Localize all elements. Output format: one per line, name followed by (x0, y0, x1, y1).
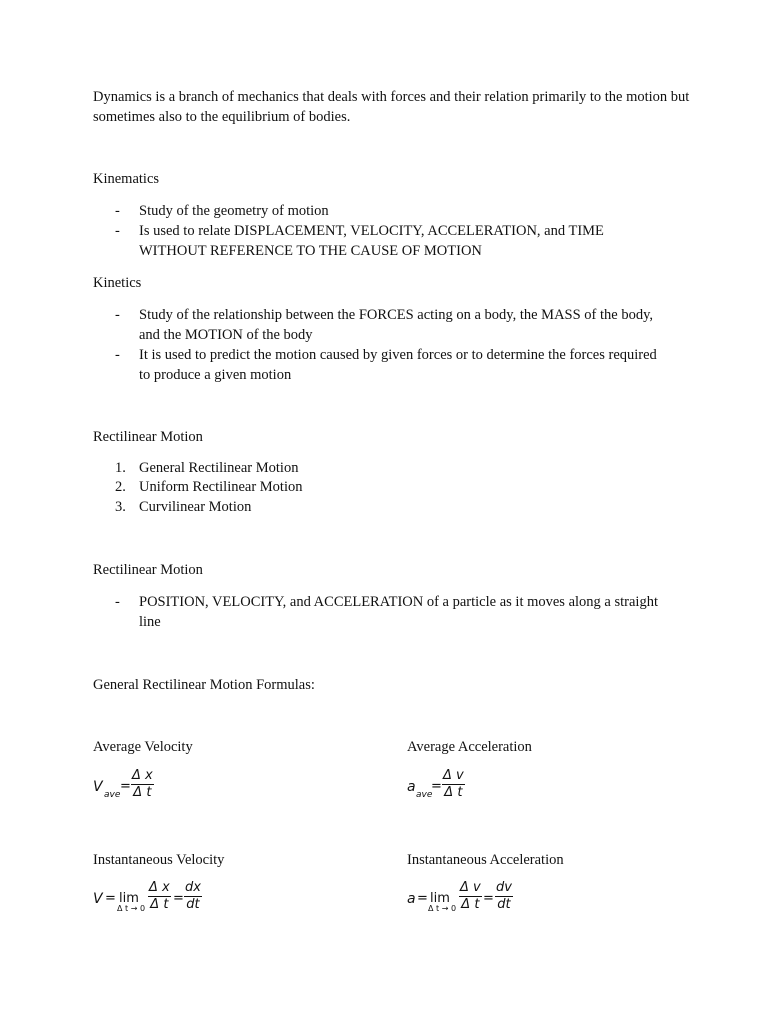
avg-velocity-formula (93, 768, 213, 808)
kinematics-heading: Kinematics (93, 171, 160, 187)
formula-fraction (459, 880, 482, 913)
formula-equals: = (105, 891, 116, 906)
formula-fraction (442, 768, 465, 801)
formula-limit-subscript: Δ t → 0 (117, 904, 146, 913)
fraction-denominator: dt (497, 897, 511, 912)
fraction-denominator: Δ t (444, 785, 463, 800)
formula-limit-subscript: Δ t → 0 (428, 904, 457, 913)
list-item-text: POSITION, VELOCITY, and ACCELERATION of a particle as it moves along a straight line (139, 594, 658, 630)
bullet-dash: - (115, 223, 120, 239)
formula-lhs: a (407, 891, 416, 907)
fraction-numerator: Δ v (460, 880, 481, 895)
bullet-dash: - (115, 307, 120, 323)
list-item-text: It is used to predict the motion caused by given forces or to determine the forces required to produce a given motion (139, 347, 657, 383)
kinetics-heading: Kinetics (93, 275, 142, 291)
list-item-text: Study of the relationship between the FORCES acting on a body, the MASS of the body, and the MOTION of the body (139, 307, 654, 343)
rectilinear-types-heading: Rectilinear Motion (93, 429, 203, 445)
inst-acceleration-label: Instantaneous Acceleration (407, 852, 564, 868)
list-item-text: Curvilinear Motion (139, 499, 252, 515)
fraction-denominator: Δ t (133, 785, 152, 800)
formula-lhs: V (93, 891, 103, 907)
formula-equals: = (173, 891, 184, 906)
list-item-text: Is used to relate DISPLACEMENT, VELOCITY, ACCELERATION, and TIME WITHOUT REFERENCE TO THE CAUSE OF MOTION (139, 223, 604, 259)
list-item-text: Uniform Rectilinear Motion (139, 479, 303, 495)
fraction-numerator: Δ x (132, 768, 153, 783)
fraction-numerator: dx (185, 880, 201, 895)
fraction-numerator: Δ x (149, 880, 170, 895)
formula-derivative (495, 880, 513, 913)
formula-limit: lim (119, 891, 139, 906)
fraction-denominator: Δ t (150, 897, 169, 912)
avg-acceleration-label: Average Acceleration (407, 739, 532, 755)
avg-acceleration-formula (407, 768, 527, 808)
formula-subscript: ave (104, 790, 121, 800)
inst-velocity-formula (93, 880, 253, 920)
intro-paragraph: Dynamics is a branch of mechanics that deals with forces and their relation primarily to the motion but sometimes also to the equilibrium of bodies. (93, 89, 690, 125)
bullet-dash: - (115, 594, 120, 610)
bullet-dash: - (115, 203, 120, 219)
list-item-text: Study of the geometry of motion (139, 203, 329, 219)
fraction-denominator: Δ t (461, 897, 480, 912)
formula-equals: = (417, 891, 428, 906)
formulas-heading: General Rectilinear Motion Formulas: (93, 677, 315, 693)
formula-lhs: V (93, 779, 103, 795)
formula-equals: = (431, 779, 442, 794)
formula-equals: = (483, 891, 494, 906)
inst-velocity-label: Instantaneous Velocity (93, 852, 225, 868)
bullet-dash: - (115, 347, 120, 363)
list-number: 3. (115, 499, 126, 515)
formula-subscript: ave (416, 790, 433, 800)
rectilinear-def-heading: Rectilinear Motion (93, 562, 203, 578)
list-number: 2. (115, 479, 126, 495)
fraction-denominator: dt (186, 897, 200, 912)
list-number: 1. (115, 460, 126, 476)
fraction-numerator: dv (496, 880, 512, 895)
formula-limit: lim (430, 891, 450, 906)
formula-fraction (148, 880, 171, 913)
formula-equals: = (120, 779, 131, 794)
list-item-text: General Rectilinear Motion (139, 460, 299, 476)
inst-acceleration-formula (407, 880, 567, 920)
formula-fraction (131, 768, 154, 801)
formula-derivative (184, 880, 202, 913)
fraction-numerator: Δ v (443, 768, 464, 783)
avg-velocity-label: Average Velocity (93, 739, 193, 755)
formula-lhs: a (407, 779, 416, 795)
